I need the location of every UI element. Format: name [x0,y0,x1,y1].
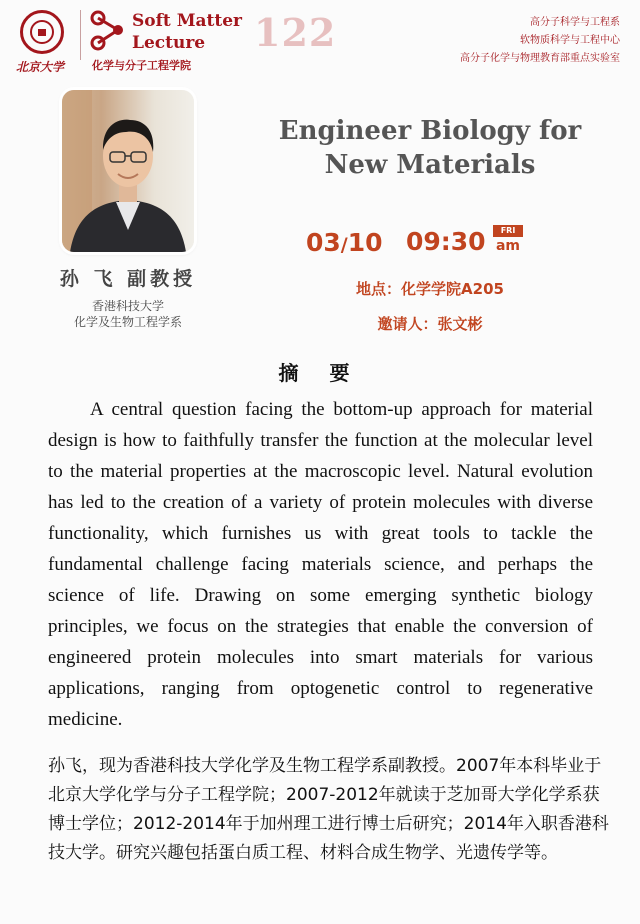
pku-logo-icon [20,10,64,54]
date-day: 10 [347,228,383,257]
header-divider [80,10,81,60]
talk-time: 09:30 [406,227,486,256]
university-name: 北京大学 [16,60,65,74]
college-name: 化学与分子工程学院 [92,59,191,72]
molecule-logo-icon [88,10,128,52]
speaker-affiliation-line1: 香港科技大学 [91,299,164,313]
talk-venue: 地点：化学学院A205 [356,280,504,298]
abstract-heading: 摘 要 [278,361,362,385]
date-month: 03 [306,228,341,257]
speaker-affiliation-line2: 化学及生物工程学系 [73,315,182,329]
abstract-text: A central question facing the bottom-up approach for material design is how to faithfully transfer the function at the molecular level to the material properties at the macroscopic level. Natural evolution has led to the creation of a variety of protein molecules with diverse functionality, which furnishes us with great tools to tackle the fundamental challenge facing materials science, and perhaps the science of life. Drawing on some emerging synthetic biology principles, we focus on the strategies that enable the conversion of engineered protein molecules into smart materials for various applications, ranging from optogenetic control to regenerative medicine. [48,399,593,730]
speaker-bio: 孙飞，现为香港科技大学化学及生物工程学系副教授。2007年本科毕业于北京大学化学与分子工程学院；2007-2012年就读于芝加哥大学化学系获博士学位；2012-2014年于加州理工进行博士后研究；2014年入职香港科技大学。研究兴趣包括蛋白质工程、材料合成生物学、光遗传学等。 [48,756,609,863]
speaker-photo [62,90,194,252]
talk-title [252,114,608,182]
speaker-affiliation [0,298,256,330]
organizer-3: 高分子化学与物理教育部重点实验室 [460,53,620,64]
talk-title-line2: New Materials [324,150,536,180]
date-separator: / [340,234,348,256]
series-title-line2: Lecture [132,33,206,53]
talk-title-line1: Engineer Biology for [278,116,582,146]
series-title-line1: Soft Matter [132,11,243,31]
time-ampm: am [495,238,521,254]
pku-logo-inner-ring [30,20,54,44]
lecture-number: 122 [254,10,337,55]
talk-date [306,228,383,257]
organizer-2: 软物质科学与工程中心 [520,35,620,46]
organizers [460,14,620,68]
talk-host: 邀请人：张文彬 [377,315,483,333]
series-title [132,10,242,54]
organizer-1: 高分子科学与工程系 [530,17,620,28]
weekday-badge: FRI [493,225,523,237]
speaker-name: 孙 飞 副教授 [59,268,197,290]
